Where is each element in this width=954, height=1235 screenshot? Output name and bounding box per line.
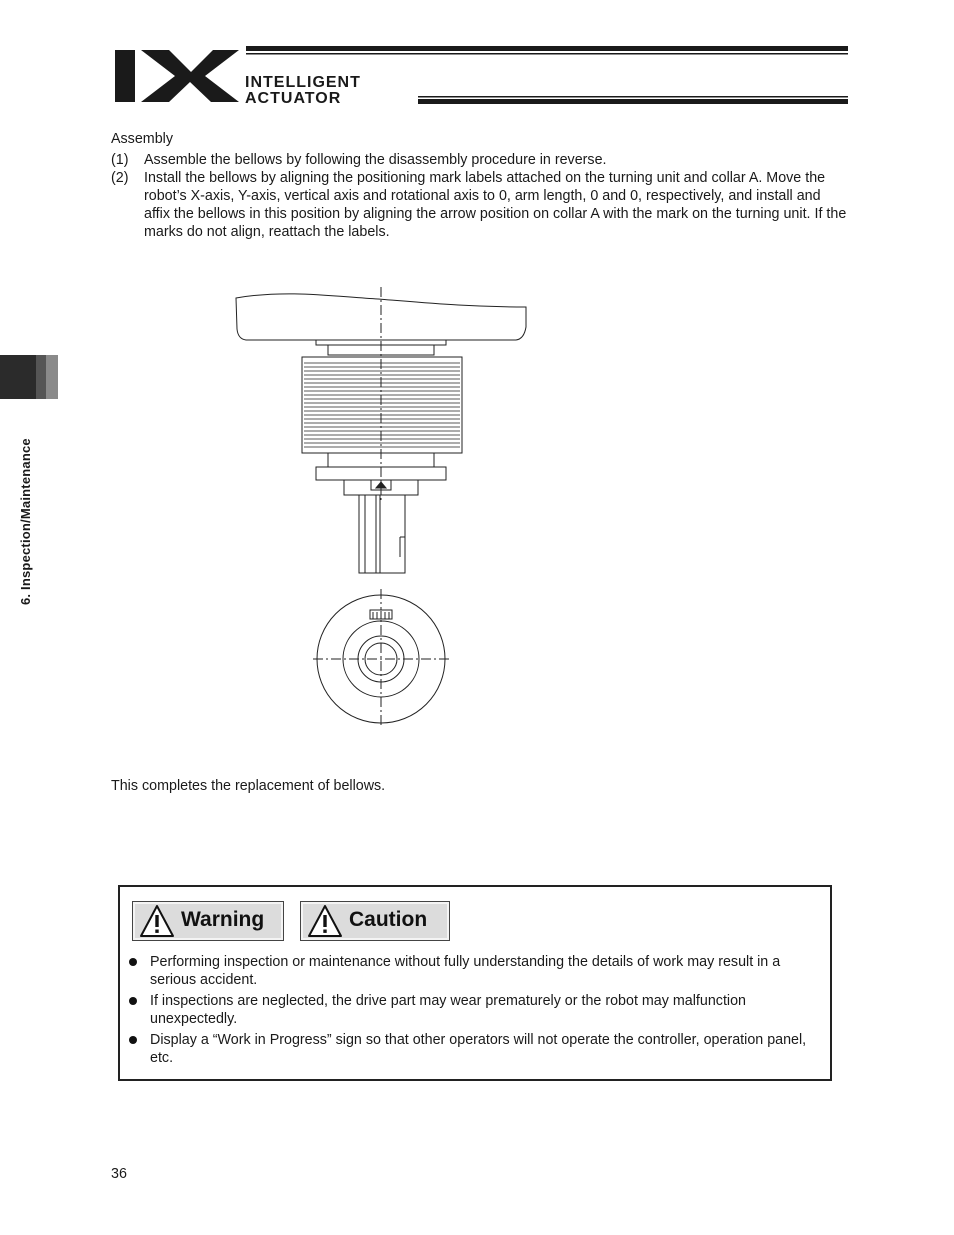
plan-view [313,589,451,727]
arrow-mark [376,482,386,488]
step-text: Assemble the bellows by following the disassembly procedure in reverse. [144,152,607,168]
shaft [359,495,405,573]
warning-caution-box [118,885,832,1081]
section-heading: Assembly [111,131,173,147]
warning-label: Warning [181,908,265,931]
step-text: Install the bellows by aligning the positioning mark labels attached on the turning unit and collar A. Move the robot’s X-axis, Y-axis, vertical axis and rotational axis to 0, arm length, 0 and 0, respectively, and install and affix the bellows in this position by aligning the arrow position on collar A with the mark on the turning unit. If the marks do not align, reattach the labels. [144,170,847,240]
logo-line2: ACTUATOR [245,90,342,106]
warning-badge [132,901,284,941]
caution-triangle-icon [307,904,343,938]
list-item: Display a “Work in Progress” sign so that other operators will not operate the controller, operation panel, etc. [128,1031,824,1067]
warning-triangle-icon [139,904,175,938]
step-item [111,169,851,243]
caution-badge [300,901,450,941]
step-item [111,151,851,169]
step-number: (1) [111,152,129,168]
caution-label: Caution [349,908,428,931]
closing-text: This completes the replacement of bellows. [111,778,386,794]
warning-list [128,953,824,1070]
logo-line1: INTELLIGENT [245,74,361,91]
list-item: Performing inspection or maintenance without fully understanding the details of work may result in a serious accident. [128,953,824,989]
page-number: 36 [111,1166,127,1182]
list-item: If inspections are neglected, the drive part may wear prematurely or the robot may malfunction unexpectedly. [128,992,824,1028]
step-number: (2) [111,170,129,186]
bellows [302,357,462,453]
bellows-assembly-drawing [228,287,533,727]
chapter-label: 6. Inspection/Maintenance [18,438,33,605]
header-rules [240,46,852,106]
